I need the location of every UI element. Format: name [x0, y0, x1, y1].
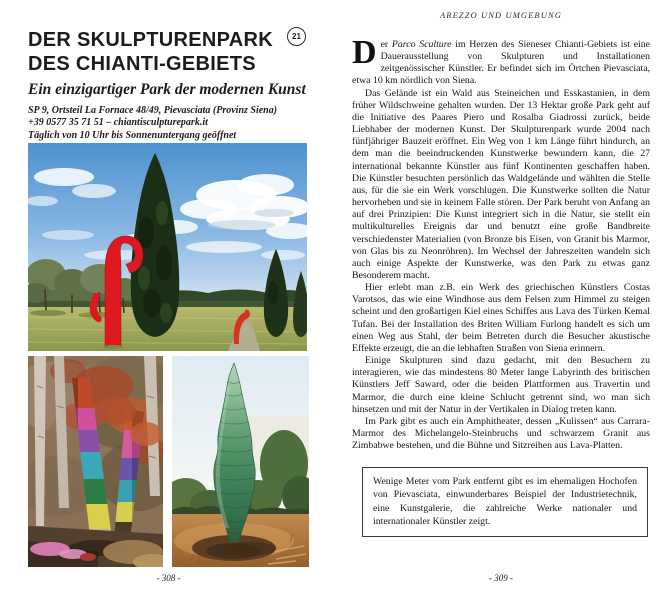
page-title-line1: DER SKULPTURENPARK [28, 29, 274, 51]
subtitle: Ein einzigartiger Park der modernen Kunst [28, 81, 306, 98]
page-number-left: - 308 - [156, 573, 181, 583]
contact-address: SP 9, Ortsteil La Fornace 48/49, Pievasciata (Provinz Siena) [28, 105, 278, 116]
paragraph-intro-rest: im Herzen des Sieneser Chianti-Gebiets ist eine Dauerausstellung von Skulpturen und Installationen zeitgenössischer Künstler. Er befindet sich im Örtchen Pievasciata, etwa 10 km nördlich von Siena. [352, 39, 651, 87]
spindle-photo-image [172, 356, 309, 567]
left-page [28, 28, 309, 141]
painted-trunks-photo-image [28, 356, 163, 567]
right-page [352, 10, 650, 537]
paragraph-intro-pre: er [380, 39, 392, 50]
park-name-italic: Parco Sculture [391, 39, 452, 50]
running-header: AREZZO UND UMGEBUNG [440, 10, 562, 20]
page-title-line2: DES CHIANTI-GEBIETS [28, 53, 256, 75]
contact-phone-web: +39 0577 35 71 51 – chiantisculpturepark.it [28, 117, 208, 129]
photo-painted-tree-trunks [28, 356, 163, 567]
landscape-photo-image [28, 143, 307, 351]
paragraph: Das Gelände ist ein Wald aus Steineichen und Esskastanien, in dem früher Wildschweine gehalten wurden. Der 13 Hektar große Park geht auf die Initiative des Paares Piero und Rosalba Giadrossi zurück, beide Liebhaber der modernen Kunst. Der Skulpturenpark wurde 2004 nach fünfjähriger Bauzeit eröffnet. Ein Weg von 1 km Länge führt hindurch, an dem man die beeindruckenden Kunstwerke bewundern kann, die 27 international bekannte Künstler aus fünf Kontinenten geschaffen haben. Die Künstler besuchten persönlich das Waldgelände und wählten die Stelle aus, für die sie ein Werk vorschlugen. Die Kunstwerke sollten die Natur hervorheben und sie in keinem Falle stören. Der Park beruht von Anfang an auf drei Prinzipien: Die Kunst integriert sich in die Natur, sie stellt ein multikulturelles Ereignis dar und benutzt eine große Bandbreite verschiedenster Materialien (von Bronze bis Eisen, von Granit bis Marmor, von Glas bis zu Neonröhren). Im Wechsel der Jahreszeiten wandeln sich auch einige Aspekte der Kunstwerke, was den Park zu etwas ganz Besonderem macht. [352, 87, 650, 281]
paragraph: Im Park gibt es auch ein Amphitheater, dessen „Kulissen“ aus Carrara-Marmor des Michelangelo-Steinbruchs und schwarzem Granit aus Zimbabwe bestehen, und die Bühne und Sitzreihen aus Lava-Platten. [352, 415, 650, 452]
paragraph-intro [352, 34, 651, 88]
page-number-right: - 309 - [489, 573, 513, 583]
contact-info [28, 105, 309, 142]
info-box: Wenige Meter vom Park entfernt gibt es im ehemaligen Hochofen von Pievasciata, einwunderbares Beispiel der Industrietechnik, eine Kunstgalerie, die zahlreiche Werke nationaler und internationaler Künstler zeigt. [362, 467, 648, 536]
paragraph: Einige Skulpturen sind dazu gedacht, mit den Besuchern zu interagieren, wie das mindestens 80 Meter lange Labyrinth des britischen Künstlers Jeff Saward, oder die beiden Plattformen aus Travertin und Marmor, die durch eine kleine Schlucht getrennt sind, wo man sich hinsetzen und mit der Natur in der Vertikalen in Dialog treten kann. [352, 355, 650, 415]
dropcap: D [352, 34, 377, 71]
poi-number-badge: 21 [287, 27, 306, 46]
body-text [352, 34, 651, 452]
page-title [28, 28, 309, 76]
photo-green-spindle-sculpture [172, 356, 309, 567]
paragraph: Hier erlebt man z.B. ein Werk des griechischen Künstlers Costas Varotsos, das wie eine Windhose aus dem Felsen zum Himmel zu steigen scheint und den großartigen Kiel eines Schiffes aus Lava des Türken Kemal Tufan. Bei der Installation des Briten William Furlong handelt es sich um einen Weg aus Stahl, der beim Betreten durch die Besucher akustische Effekte erzeugt, die an die lebhaften Straßen von Siena erinnern. [352, 282, 650, 354]
photo-cypresses-red-sculpture [28, 143, 307, 351]
contact-hours: Täglich von 10 Uhr bis Sonnenuntergang geöffnet [28, 129, 237, 141]
